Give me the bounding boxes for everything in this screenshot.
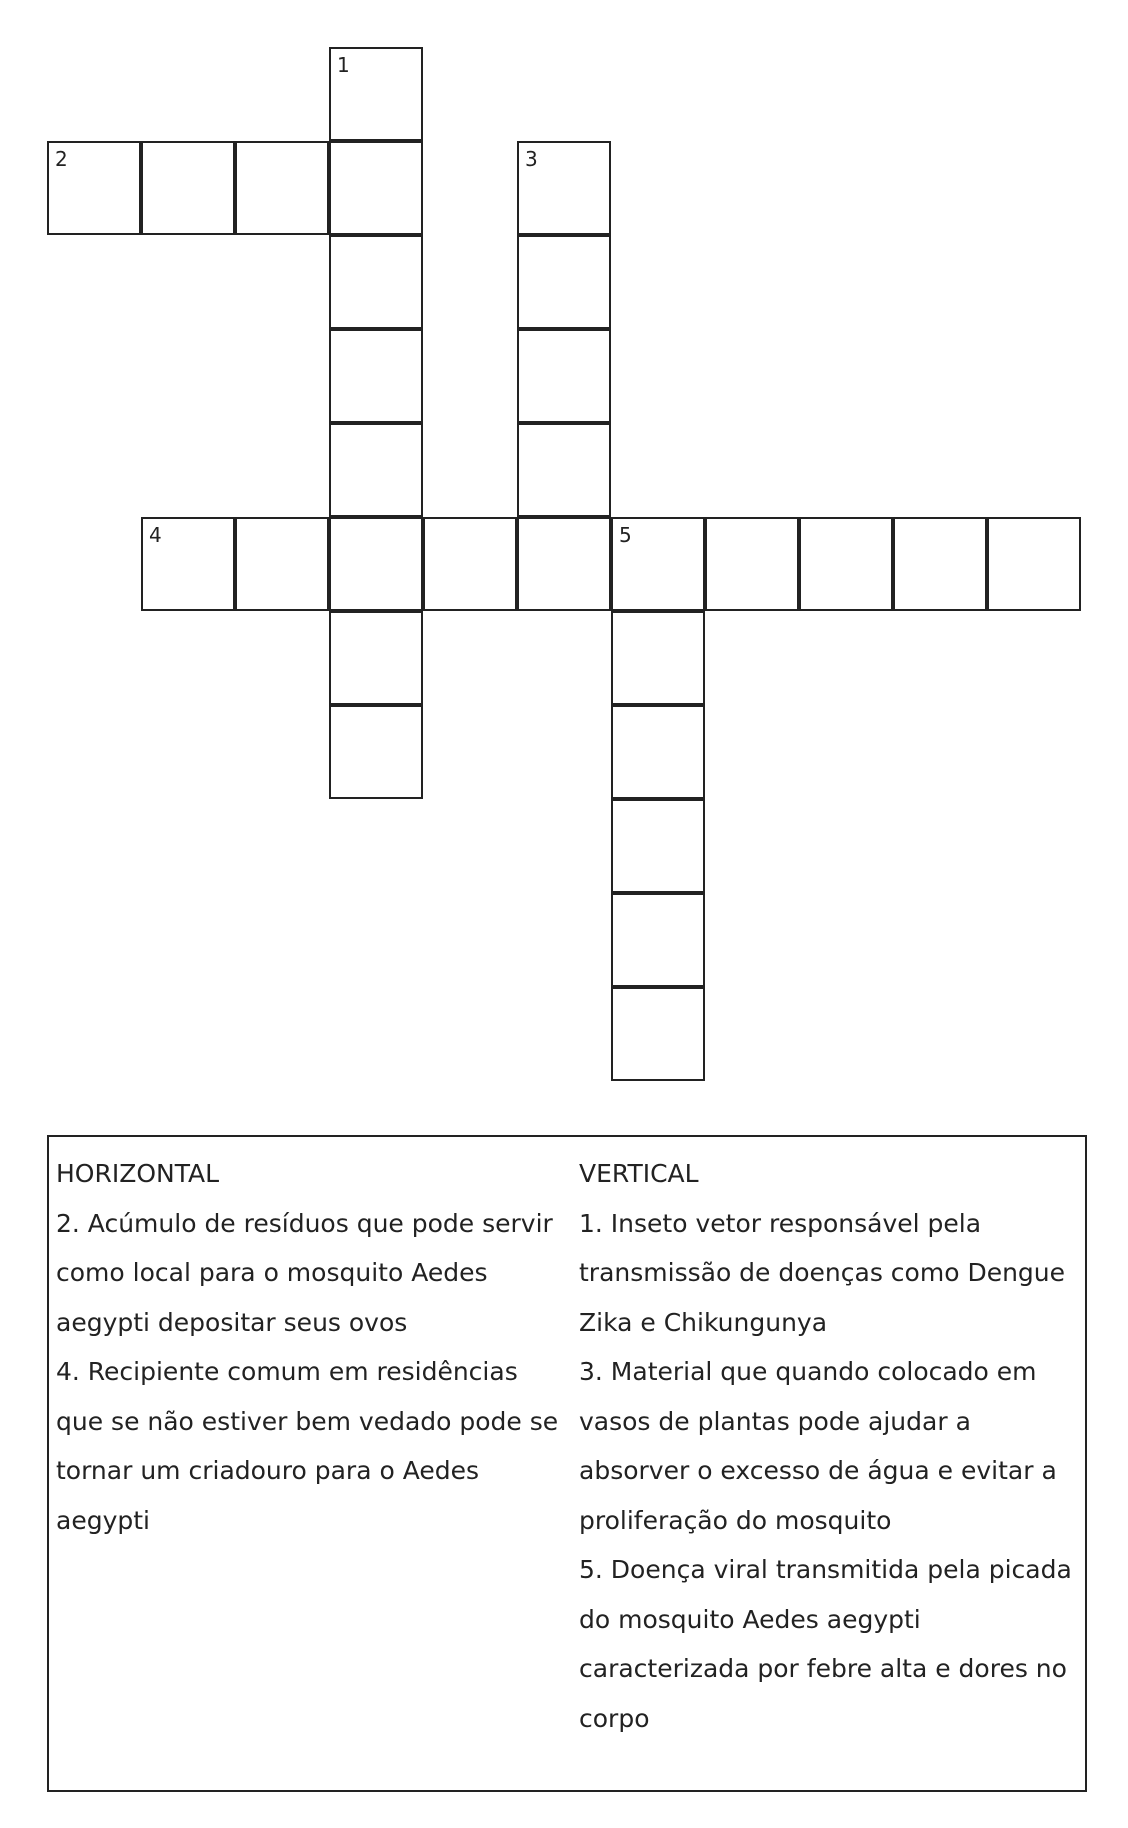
crossword-cell[interactable] <box>235 517 329 611</box>
crossword-cell[interactable] <box>141 141 235 235</box>
clue-vertical-5: 5. Doença viral transmitida pela picada do mosquito Aedes aegypti caracterizada por febre alta e dores no corpo <box>579 1555 1072 1733</box>
vertical-clues <box>579 1149 1079 1743</box>
cell-number: 2 <box>55 147 68 171</box>
crossword-cell[interactable] <box>517 423 611 517</box>
vertical-heading: VERTICAL <box>579 1159 699 1188</box>
horizontal-clues <box>56 1149 571 1545</box>
crossword-cell[interactable] <box>611 987 705 1081</box>
crossword-cell[interactable] <box>141 517 235 611</box>
crossword-cell[interactable] <box>705 517 799 611</box>
crossword-cell[interactable] <box>517 141 611 235</box>
clue-vertical-3: 3. Material que quando colocado em vasos de plantas pode ajudar a absorver o excesso de água e evitar a proliferação do mosquito <box>579 1357 1057 1535</box>
crossword-cell[interactable] <box>329 611 423 705</box>
crossword-cell[interactable] <box>987 517 1081 611</box>
cell-number: 4 <box>149 523 162 547</box>
crossword-cell[interactable] <box>517 235 611 329</box>
crossword-cell[interactable] <box>517 517 611 611</box>
crossword-cell[interactable] <box>611 517 705 611</box>
crossword-cell[interactable] <box>611 799 705 893</box>
horizontal-heading: HORIZONTAL <box>56 1159 220 1188</box>
crossword-cell[interactable] <box>893 517 987 611</box>
crossword-cell[interactable] <box>329 141 423 235</box>
clue-horizontal-2: 2. Acúmulo de resíduos que pode servir como local para o mosquito Aedes aegypti depositar seus ovos <box>56 1208 553 1337</box>
crossword-cell[interactable] <box>517 329 611 423</box>
crossword-cell[interactable] <box>329 423 423 517</box>
cell-number: 1 <box>337 53 350 77</box>
crossword-cell[interactable] <box>329 517 423 611</box>
clue-horizontal-4: 4. Recipiente comum em residências que se não estiver bem vedado pode se tornar um criadouro para o Aedes aegypti <box>56 1357 559 1535</box>
crossword-cell[interactable] <box>329 47 423 141</box>
crossword-cell[interactable] <box>799 517 893 611</box>
crossword-cell[interactable] <box>329 235 423 329</box>
cell-number: 3 <box>525 147 538 171</box>
clues-panel <box>47 1135 1087 1792</box>
cell-number: 5 <box>619 523 632 547</box>
crossword-cell[interactable] <box>235 141 329 235</box>
crossword-cell[interactable] <box>611 893 705 987</box>
crossword-cell[interactable] <box>423 517 517 611</box>
crossword-cell[interactable] <box>47 141 141 235</box>
crossword-cell[interactable] <box>611 705 705 799</box>
crossword-cell[interactable] <box>611 611 705 705</box>
crossword-cell[interactable] <box>329 705 423 799</box>
clue-vertical-1: 1. Inseto vetor responsável pela transmissão de doenças como Dengue Zika e Chikungunya <box>579 1208 1066 1337</box>
crossword-cell[interactable] <box>329 329 423 423</box>
